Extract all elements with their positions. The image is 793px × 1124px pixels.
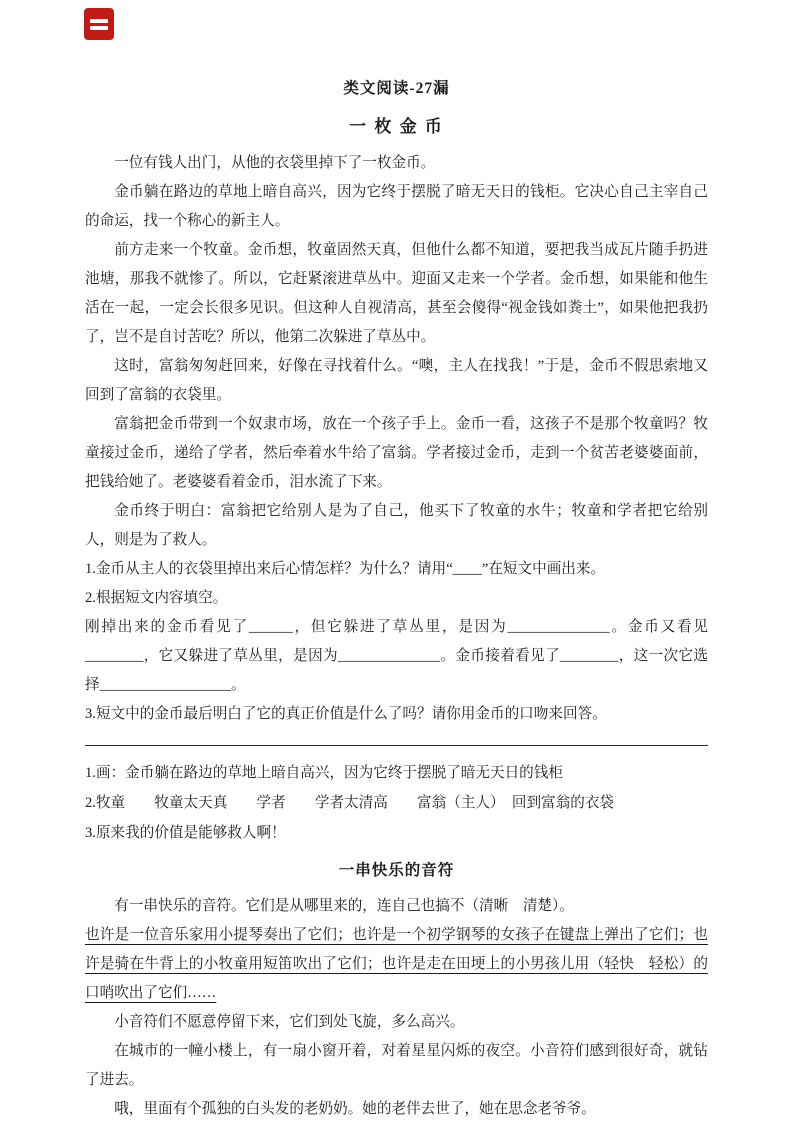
story2-paragraph: 有一串快乐的音符。它们是从哪里来的，连自己也搞不（清晰 清楚）。: [114, 898, 574, 914]
story2-title: 一串快乐的音符: [338, 862, 455, 879]
story1-paragraph: 这时，富翁匆匆赶回来，好像在寻找着什么。“噢，主人在找我！”于是，金币不假思索地又回到了富翁的衣袋里。: [85, 358, 708, 403]
answers-divider: [85, 745, 708, 746]
story1-paragraph: 富翁把金币带到一个奴隶市场，放在一个孩子手上。金币一看，这孩子不是那个牧童吗？牧童接过金币，递给了学者，然后牵着水牛给了富翁。学者接过金币，走到一个贫苦老婆婆面前，把钱给她了。老婆婆看着金币，泪水流了下来。: [85, 416, 708, 490]
story1-paragraph: 金币躺在路边的草地上暗自高兴，因为它终于摆脱了暗无天日的钱柜。它决心自己主宰自己的命运，找一个称心的新主人。: [85, 184, 708, 229]
answer-1: 1.画：金币躺在路边的草地上暗自高兴，因为它终于摆脱了暗无天日的钱柜: [85, 765, 563, 781]
question-3: 3.短文中的金币最后明白了它的真正价值是什么了吗？请你用金币的口吻来回答。: [85, 706, 607, 722]
answer-3: 3.原来我的价值是能够救人啊！: [85, 825, 286, 841]
question-2-head: 2.根据短文内容填空。: [85, 590, 228, 606]
story1-paragraph: 一位有钱人出门，从他的衣袋里掉下了一枚金币。: [114, 155, 436, 171]
logo-mark: [90, 26, 108, 30]
story1-title: 一 枚 金 币: [349, 117, 444, 136]
story2-paragraph: 哦，里面有个孤独的白头发的老奶奶。她的老伴去世了，她在思念老爷爷。: [114, 1101, 596, 1117]
question-1: 1.金币从主人的衣袋里掉出来后心情怎样？为什么？请用“____”在短文中画出来。: [85, 561, 606, 577]
question-2-body: 刚掉出来的金币看见了______，但它躲进了草丛里，是因为______________。金币又看见________，它又躲进了草丛里，是因为______________。金币接着看见了________，这一次它选择__________________。: [85, 619, 708, 693]
answer-2: 2.牧童 牧童太天真 学者 学者太清高 富翁（主人） 回到富翁的衣袋: [85, 795, 615, 811]
story1-paragraph: 金币终于明白：富翁把它给别人是为了自己，他买下了牧童的水牛；牧童和学者把它给别人，则是为了救人。: [85, 503, 708, 548]
answers-section: [85, 758, 708, 848]
story1-paragraph: 前方走来一个牧童。金币想，牧童固然天真，但他什么都不知道，要把我当成瓦片随手扔进池塘，那我不就惨了。所以，它赶紧滚进草丛中。迎面又走来一个学者。金币想，如果能和他生活在一起，一定会长很多见识。但这种人自视清高，甚至会傻得“视金钱如粪土”，如果他把我扔了，岂不是自讨苦吃？所以，他第二次躲进了草丛中。: [85, 242, 708, 345]
brand-logo-icon: [84, 8, 114, 40]
doc-title: 类文阅读-27漏: [343, 80, 450, 97]
logo-mark: [90, 19, 108, 23]
story2-paragraph: 在城市的一幢小楼上，有一扇小窗开着，对着星星闪烁的夜空。小音符们感到很好奇，就钻了进去。: [85, 1043, 708, 1088]
story2-paragraph-underlined: 也许是一位音乐家用小提琴奏出了它们；也许是一个初学钢琴的女孩子在键盘上弹出了它们；也许是骑在牛背上的小牧童用短笛吹出了它们；也许是走在田埂上的小男孩儿用（轻快 轻松）的口哨吹出了它们……: [85, 927, 708, 1001]
story2-paragraph: 小音符们不愿意停留下来，它们到处飞旋，多么高兴。: [114, 1014, 465, 1030]
